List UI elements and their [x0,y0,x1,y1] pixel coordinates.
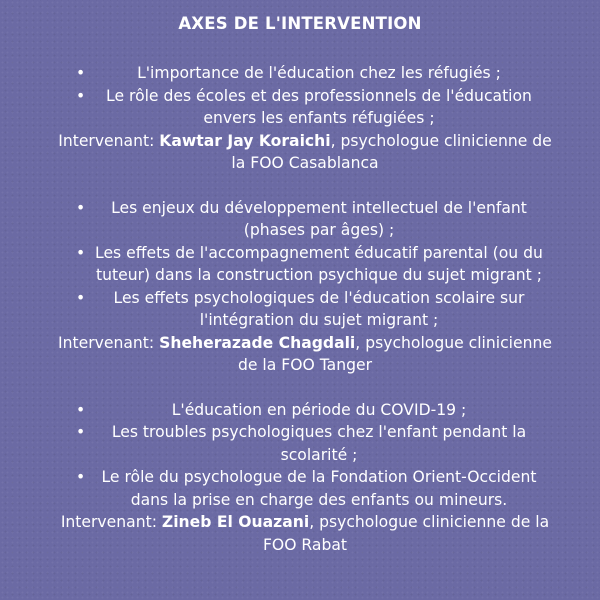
bullet-icon: • [76,400,86,419]
list-item [76,421,546,466]
bullet-icon: • [76,64,86,82]
speaker-line [54,332,556,377]
speaker-name: Zineb El Ouazani [161,513,310,531]
bullet-icon: • [76,288,86,307]
bullet-icon: • [76,423,86,441]
speaker-prefix: Intervenant: [60,513,162,531]
item-text: Les effets de l'accompagnement éducatif parental (ou du tuteur) dans la construction psychique du sujet migrant ; [95,243,543,284]
section-1 [58,62,552,175]
speaker-line [54,130,556,175]
section-2 [58,197,552,377]
list-item [76,399,546,422]
speaker-role: , psychologue clinicienne de la FOO Rabat [262,513,550,554]
speaker-line [54,511,556,556]
bullet-icon: • [76,198,86,217]
item-text: L'éducation en période du COVID-19 ; [171,400,467,419]
item-text: Les enjeux du développement intellectuel de l'enfant (phases par âges) ; [111,198,527,239]
list-item [76,287,546,332]
speaker-role: , psychologue clinicienne de la FOO Tanger [237,333,552,374]
bullet-icon: • [76,86,86,105]
item-text: Les troubles psychologiques chez l'enfant pendant la scolarité ; [111,423,527,464]
list-item [76,466,546,511]
speaker-prefix: Intervenant: [58,131,160,150]
list-item [76,85,546,130]
speaker-name: Kawtar Jay Koraichi [159,131,331,150]
speaker-name: Sheherazade Chagdali [159,333,356,352]
section-3 [60,399,550,557]
speaker-role: , psychologue clinicienne de la FOO Casablanca [231,131,552,172]
page-title: AXES DE L'INTERVENTION [178,14,422,33]
bullet-icon: • [76,243,86,262]
content [58,62,552,578]
item-text: Les effets psychologiques de l'éducation scolaire sur l'intégration du sujet migrant ; [113,288,525,329]
list-item [76,242,546,287]
item-text: Le rôle du psychologue de la Fondation Orient-Occident dans la prise en charge des enfants ou mineurs. [101,468,537,509]
item-text: Le rôle des écoles et des professionnels de l'éducation envers les enfants réfugiées ; [106,86,532,127]
list-item [76,62,546,85]
list-item [76,197,546,242]
bullet-icon: • [76,468,86,486]
speaker-prefix: Intervenant: [58,333,160,352]
item-text: L'importance de l'éducation chez les réfugiés ; [137,64,501,82]
